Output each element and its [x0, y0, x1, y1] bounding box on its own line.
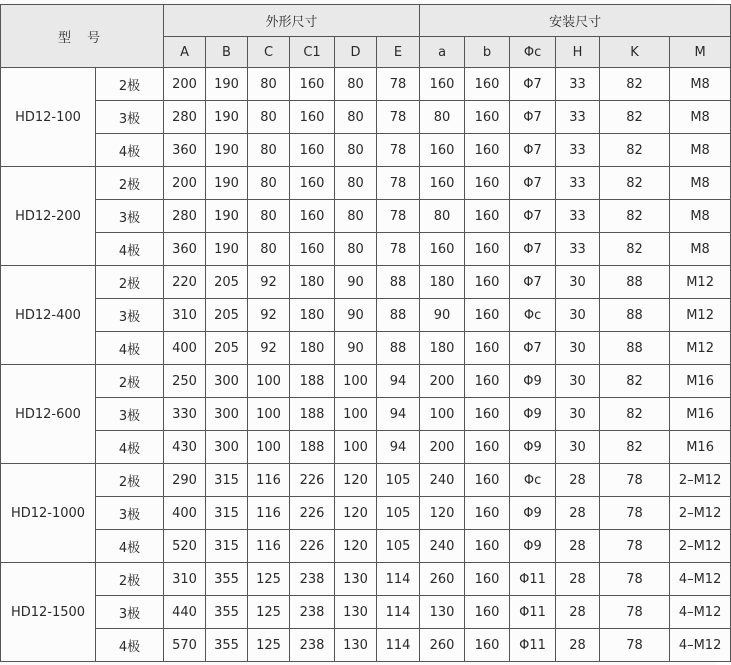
model-column-header: 型 号	[1, 5, 164, 68]
dimension-cell: 94	[377, 431, 420, 464]
dimension-cell: 315	[206, 497, 248, 530]
dimension-cell: 130	[335, 563, 377, 596]
dimension-cell: 82	[600, 398, 670, 431]
dimension-cell: 4–M12	[670, 629, 731, 662]
dimension-cell: 355	[206, 596, 248, 629]
dimension-cell: 330	[164, 398, 206, 431]
table-row	[1, 332, 731, 365]
dimension-cell: 160	[465, 530, 510, 563]
dimension-cell: 180	[290, 266, 335, 299]
dimension-cell: 188	[290, 398, 335, 431]
dimension-cell: 160	[290, 167, 335, 200]
dimension-cell: 88	[600, 299, 670, 332]
dimension-cell: 116	[248, 530, 290, 563]
dimension-cell: 28	[556, 596, 600, 629]
dimension-cell: 90	[335, 266, 377, 299]
dimension-cell: 80	[248, 233, 290, 266]
column-header: A	[164, 37, 206, 68]
dimension-cell: Φc	[510, 299, 556, 332]
dimension-cell: 200	[164, 167, 206, 200]
dimension-cell: 315	[206, 464, 248, 497]
dimension-cell: 190	[206, 233, 248, 266]
dimension-cell: 125	[248, 596, 290, 629]
pole-count-cell: 4极	[96, 134, 164, 167]
dimension-cell: 280	[164, 200, 206, 233]
dimension-cell: 30	[556, 365, 600, 398]
dimension-cell: 90	[335, 332, 377, 365]
dimension-cell: 78	[600, 563, 670, 596]
dimension-cell: 125	[248, 629, 290, 662]
column-header: b	[465, 37, 510, 68]
dimension-cell: 33	[556, 167, 600, 200]
dimension-cell: 130	[420, 596, 465, 629]
dimension-cell: 82	[600, 365, 670, 398]
table-row	[1, 431, 731, 464]
dimension-cell: 238	[290, 596, 335, 629]
column-header: C	[248, 37, 290, 68]
pole-count-cell: 2极	[96, 365, 164, 398]
pole-count-cell: 2极	[96, 68, 164, 101]
dimension-cell: 88	[377, 299, 420, 332]
model-name-cell: HD12-1000	[1, 464, 96, 563]
dimension-cell: 160	[420, 134, 465, 167]
column-header: D	[335, 37, 377, 68]
dimension-cell: 190	[206, 134, 248, 167]
dimension-cell: 190	[206, 68, 248, 101]
dimension-cell: 92	[248, 299, 290, 332]
dimension-cell: 33	[556, 101, 600, 134]
table-header	[1, 5, 731, 68]
dimension-cell: 88	[377, 332, 420, 365]
dimension-cell: 190	[206, 101, 248, 134]
dimension-cell: 4–M12	[670, 596, 731, 629]
table-row	[1, 497, 731, 530]
dimension-cell: 120	[335, 530, 377, 563]
dimension-cell: 114	[377, 563, 420, 596]
table-row	[1, 233, 731, 266]
dimension-cell: 160	[465, 563, 510, 596]
dimension-cell: 160	[465, 596, 510, 629]
table-row	[1, 200, 731, 233]
pole-count-cell: 3极	[96, 200, 164, 233]
outer-dimensions-header: 外形尺寸	[164, 5, 420, 37]
column-header: B	[206, 37, 248, 68]
dimension-cell: 100	[248, 398, 290, 431]
dimension-cell: Φ9	[510, 365, 556, 398]
dimension-cell: 114	[377, 629, 420, 662]
table-row	[1, 365, 731, 398]
dimension-cell: M8	[670, 68, 731, 101]
dimension-cell: 120	[335, 464, 377, 497]
model-name-cell: HD12-100	[1, 68, 96, 167]
dimension-cell: 160	[290, 101, 335, 134]
dimension-cell: 94	[377, 398, 420, 431]
dimension-cell: 90	[335, 299, 377, 332]
dimension-cell: 280	[164, 101, 206, 134]
dimension-cell: Φc	[510, 464, 556, 497]
dimension-cell: 160	[290, 68, 335, 101]
dimension-cell: 28	[556, 464, 600, 497]
dimension-cell: 520	[164, 530, 206, 563]
column-header: M	[670, 37, 731, 68]
dimension-cell: 100	[420, 398, 465, 431]
dimension-cell: 33	[556, 68, 600, 101]
dimension-cell: 400	[164, 497, 206, 530]
dimension-cell: 80	[420, 101, 465, 134]
dimension-cell: 188	[290, 365, 335, 398]
dimension-cell: 160	[465, 497, 510, 530]
dimension-cell: M8	[670, 101, 731, 134]
dimension-cell: 260	[420, 629, 465, 662]
dimension-cell: 226	[290, 530, 335, 563]
dimension-cell: 30	[556, 299, 600, 332]
dimension-cell: 160	[465, 332, 510, 365]
dimension-cell: 240	[420, 464, 465, 497]
dimension-cell: 33	[556, 233, 600, 266]
dimension-cell: 238	[290, 629, 335, 662]
dimension-cell: Φ11	[510, 596, 556, 629]
dimension-cell: 120	[335, 497, 377, 530]
dimension-cell: M8	[670, 200, 731, 233]
dimension-cell: 33	[556, 134, 600, 167]
dimension-cell: 160	[465, 464, 510, 497]
dimension-table	[0, 4, 731, 662]
pole-count-cell: 4极	[96, 332, 164, 365]
column-header: a	[420, 37, 465, 68]
dimension-cell: 180	[420, 332, 465, 365]
dimension-cell: 315	[206, 530, 248, 563]
dimension-cell: 28	[556, 629, 600, 662]
dimension-cell: 105	[377, 497, 420, 530]
column-header: E	[377, 37, 420, 68]
dimension-cell: Φ9	[510, 398, 556, 431]
dimension-cell: 160	[465, 365, 510, 398]
dimension-cell: 160	[465, 134, 510, 167]
dimension-cell: 78	[377, 101, 420, 134]
dimension-cell: Φ11	[510, 629, 556, 662]
dimension-cell: 238	[290, 563, 335, 596]
dimension-cell: 200	[164, 68, 206, 101]
table-row	[1, 68, 731, 101]
dimension-cell: 190	[206, 200, 248, 233]
dimension-cell: 160	[465, 167, 510, 200]
pole-count-cell: 3极	[96, 497, 164, 530]
dimension-cell: Φ9	[510, 530, 556, 563]
pole-count-cell: 4极	[96, 233, 164, 266]
dimension-cell: 180	[290, 299, 335, 332]
table-body	[1, 68, 731, 662]
dimension-cell: 100	[335, 431, 377, 464]
dimension-cell: Φ7	[510, 101, 556, 134]
dimension-cell: 160	[290, 233, 335, 266]
dimension-cell: 80	[335, 101, 377, 134]
dimension-cell: 160	[420, 233, 465, 266]
dimension-cell: 160	[420, 167, 465, 200]
dimension-cell: 78	[377, 233, 420, 266]
dimension-cell: 220	[164, 266, 206, 299]
pole-count-cell: 3极	[96, 299, 164, 332]
dimension-cell: M12	[670, 266, 731, 299]
dimension-cell: 4–M12	[670, 563, 731, 596]
dimension-cell: 105	[377, 530, 420, 563]
model-name-cell: HD12-200	[1, 167, 96, 266]
dimension-cell: 105	[377, 464, 420, 497]
dimension-cell: 94	[377, 365, 420, 398]
dimension-cell: Φ7	[510, 68, 556, 101]
dimension-cell: 430	[164, 431, 206, 464]
dimension-cell: Φ7	[510, 233, 556, 266]
dimension-cell: 160	[465, 101, 510, 134]
dimension-cell: 160	[465, 299, 510, 332]
pole-count-cell: 4极	[96, 431, 164, 464]
dimension-cell: M16	[670, 398, 731, 431]
dimension-cell: 570	[164, 629, 206, 662]
model-name-cell: HD12-400	[1, 266, 96, 365]
pole-count-cell: 4极	[96, 629, 164, 662]
dimension-cell: 80	[248, 101, 290, 134]
dimension-cell: 78	[377, 167, 420, 200]
dimension-cell: 130	[335, 596, 377, 629]
table-row	[1, 563, 731, 596]
dimension-cell: 33	[556, 200, 600, 233]
dimension-cell: 440	[164, 596, 206, 629]
dimension-cell: 310	[164, 563, 206, 596]
dimension-cell: 160	[420, 68, 465, 101]
dimension-cell: 160	[290, 134, 335, 167]
dimension-cell: 78	[600, 530, 670, 563]
dimension-cell: 82	[600, 431, 670, 464]
dimension-cell: 355	[206, 629, 248, 662]
pole-count-cell: 4极	[96, 530, 164, 563]
dimension-cell: 310	[164, 299, 206, 332]
dimension-cell: 90	[420, 299, 465, 332]
dimension-cell: 190	[206, 167, 248, 200]
dimension-cell: 80	[248, 68, 290, 101]
dimension-cell: 82	[600, 200, 670, 233]
dimension-cell: 80	[335, 68, 377, 101]
dimension-cell: 28	[556, 530, 600, 563]
dimension-cell: 130	[335, 629, 377, 662]
dimension-cell: 80	[420, 200, 465, 233]
pole-count-cell: 2极	[96, 167, 164, 200]
dimension-cell: 78	[377, 68, 420, 101]
dimension-cell: 360	[164, 134, 206, 167]
dimension-cell: 88	[600, 332, 670, 365]
dimension-cell: 160	[465, 266, 510, 299]
dimension-cell: 240	[420, 530, 465, 563]
dimension-cell: Φ7	[510, 266, 556, 299]
dimension-cell: 226	[290, 497, 335, 530]
dimension-cell: 400	[164, 332, 206, 365]
column-header: H	[556, 37, 600, 68]
dimension-cell: 100	[335, 398, 377, 431]
dimension-cell: 355	[206, 563, 248, 596]
dimension-cell: 82	[600, 134, 670, 167]
dimension-cell: 28	[556, 563, 600, 596]
table-row	[1, 464, 731, 497]
pole-count-cell: 3极	[96, 101, 164, 134]
dimension-cell: 114	[377, 596, 420, 629]
dimension-cell: 80	[335, 233, 377, 266]
dimension-cell: 30	[556, 398, 600, 431]
table-row	[1, 266, 731, 299]
column-header: C1	[290, 37, 335, 68]
dimension-cell: 78	[600, 629, 670, 662]
dimension-cell: 92	[248, 266, 290, 299]
dimension-cell: 120	[420, 497, 465, 530]
dimension-cell: 88	[600, 266, 670, 299]
dimension-cell: Φ11	[510, 563, 556, 596]
dimension-cell: M12	[670, 299, 731, 332]
dimension-cell: 188	[290, 431, 335, 464]
dimension-cell: Φ7	[510, 200, 556, 233]
dimension-cell: M8	[670, 233, 731, 266]
table-row	[1, 530, 731, 563]
dimension-cell: 80	[248, 200, 290, 233]
dimension-cell: 30	[556, 332, 600, 365]
dimension-cell: 2–M12	[670, 497, 731, 530]
dimension-cell: M12	[670, 332, 731, 365]
dimension-cell: 205	[206, 266, 248, 299]
dimension-cell: 160	[465, 398, 510, 431]
dimension-cell: M16	[670, 431, 731, 464]
dimension-cell: 100	[248, 365, 290, 398]
column-header: K	[600, 37, 670, 68]
dimension-cell: 82	[600, 167, 670, 200]
dimension-cell: 82	[600, 233, 670, 266]
dimension-cell: 2–M12	[670, 464, 731, 497]
table-row	[1, 134, 731, 167]
dimension-cell: 160	[465, 200, 510, 233]
dimension-cell: 80	[335, 134, 377, 167]
dimension-cell: Φ9	[510, 497, 556, 530]
dimension-cell: 2–M12	[670, 530, 731, 563]
dimension-cell: 78	[377, 134, 420, 167]
dimension-cell: 205	[206, 332, 248, 365]
dimension-cell: 160	[465, 431, 510, 464]
model-name-cell: HD12-600	[1, 365, 96, 464]
model-name-cell: HD12-1500	[1, 563, 96, 662]
column-header: Φc	[510, 37, 556, 68]
dimension-cell: 28	[556, 497, 600, 530]
installation-dimensions-header: 安装尺寸	[420, 5, 731, 37]
dimension-cell: 30	[556, 266, 600, 299]
pole-count-cell: 2极	[96, 563, 164, 596]
pole-count-cell: 3极	[96, 596, 164, 629]
table-row	[1, 629, 731, 662]
dimension-cell: 260	[420, 563, 465, 596]
dimension-cell: M16	[670, 365, 731, 398]
dimension-cell: 78	[377, 200, 420, 233]
dimension-cell: 116	[248, 464, 290, 497]
table-row	[1, 299, 731, 332]
dimension-cell: 200	[420, 431, 465, 464]
dimension-cell: 160	[290, 200, 335, 233]
dimension-cell: 360	[164, 233, 206, 266]
dimension-cell: 300	[206, 431, 248, 464]
dimension-cell: Φ7	[510, 332, 556, 365]
dimension-cell: 88	[377, 266, 420, 299]
dimension-cell: 200	[420, 365, 465, 398]
dimension-cell: 80	[248, 134, 290, 167]
dimension-cell: M8	[670, 167, 731, 200]
dimension-cell: Φ7	[510, 167, 556, 200]
dimension-cell: 116	[248, 497, 290, 530]
dimension-cell: 226	[290, 464, 335, 497]
dimension-cell: 160	[465, 68, 510, 101]
table-row	[1, 167, 731, 200]
dimension-cell: 78	[600, 596, 670, 629]
dimension-cell: 300	[206, 398, 248, 431]
dimension-cell: 125	[248, 563, 290, 596]
dimension-cell: 250	[164, 365, 206, 398]
dimension-cell: 80	[248, 167, 290, 200]
dimension-cell: 180	[420, 266, 465, 299]
table-row	[1, 101, 731, 134]
dimension-cell: 300	[206, 365, 248, 398]
dimension-cell: 160	[465, 233, 510, 266]
pole-count-cell: 3极	[96, 398, 164, 431]
dimension-cell: 78	[600, 464, 670, 497]
table-row	[1, 596, 731, 629]
dimension-cell: 80	[335, 200, 377, 233]
dimension-cell: 82	[600, 68, 670, 101]
dimension-cell: 205	[206, 299, 248, 332]
dimension-cell: 160	[465, 629, 510, 662]
dimension-cell: 180	[290, 332, 335, 365]
dimension-cell: M8	[670, 134, 731, 167]
dimension-cell: 78	[600, 497, 670, 530]
dimension-cell: 82	[600, 101, 670, 134]
dimension-cell: 100	[335, 365, 377, 398]
dimension-cell: Φ7	[510, 134, 556, 167]
dimension-cell: 30	[556, 431, 600, 464]
dimension-cell: 290	[164, 464, 206, 497]
dimension-cell: 100	[248, 431, 290, 464]
dimension-cell: 92	[248, 332, 290, 365]
dimension-cell: 80	[335, 167, 377, 200]
table-row	[1, 398, 731, 431]
pole-count-cell: 2极	[96, 266, 164, 299]
pole-count-cell: 2极	[96, 464, 164, 497]
dimension-cell: Φ9	[510, 431, 556, 464]
